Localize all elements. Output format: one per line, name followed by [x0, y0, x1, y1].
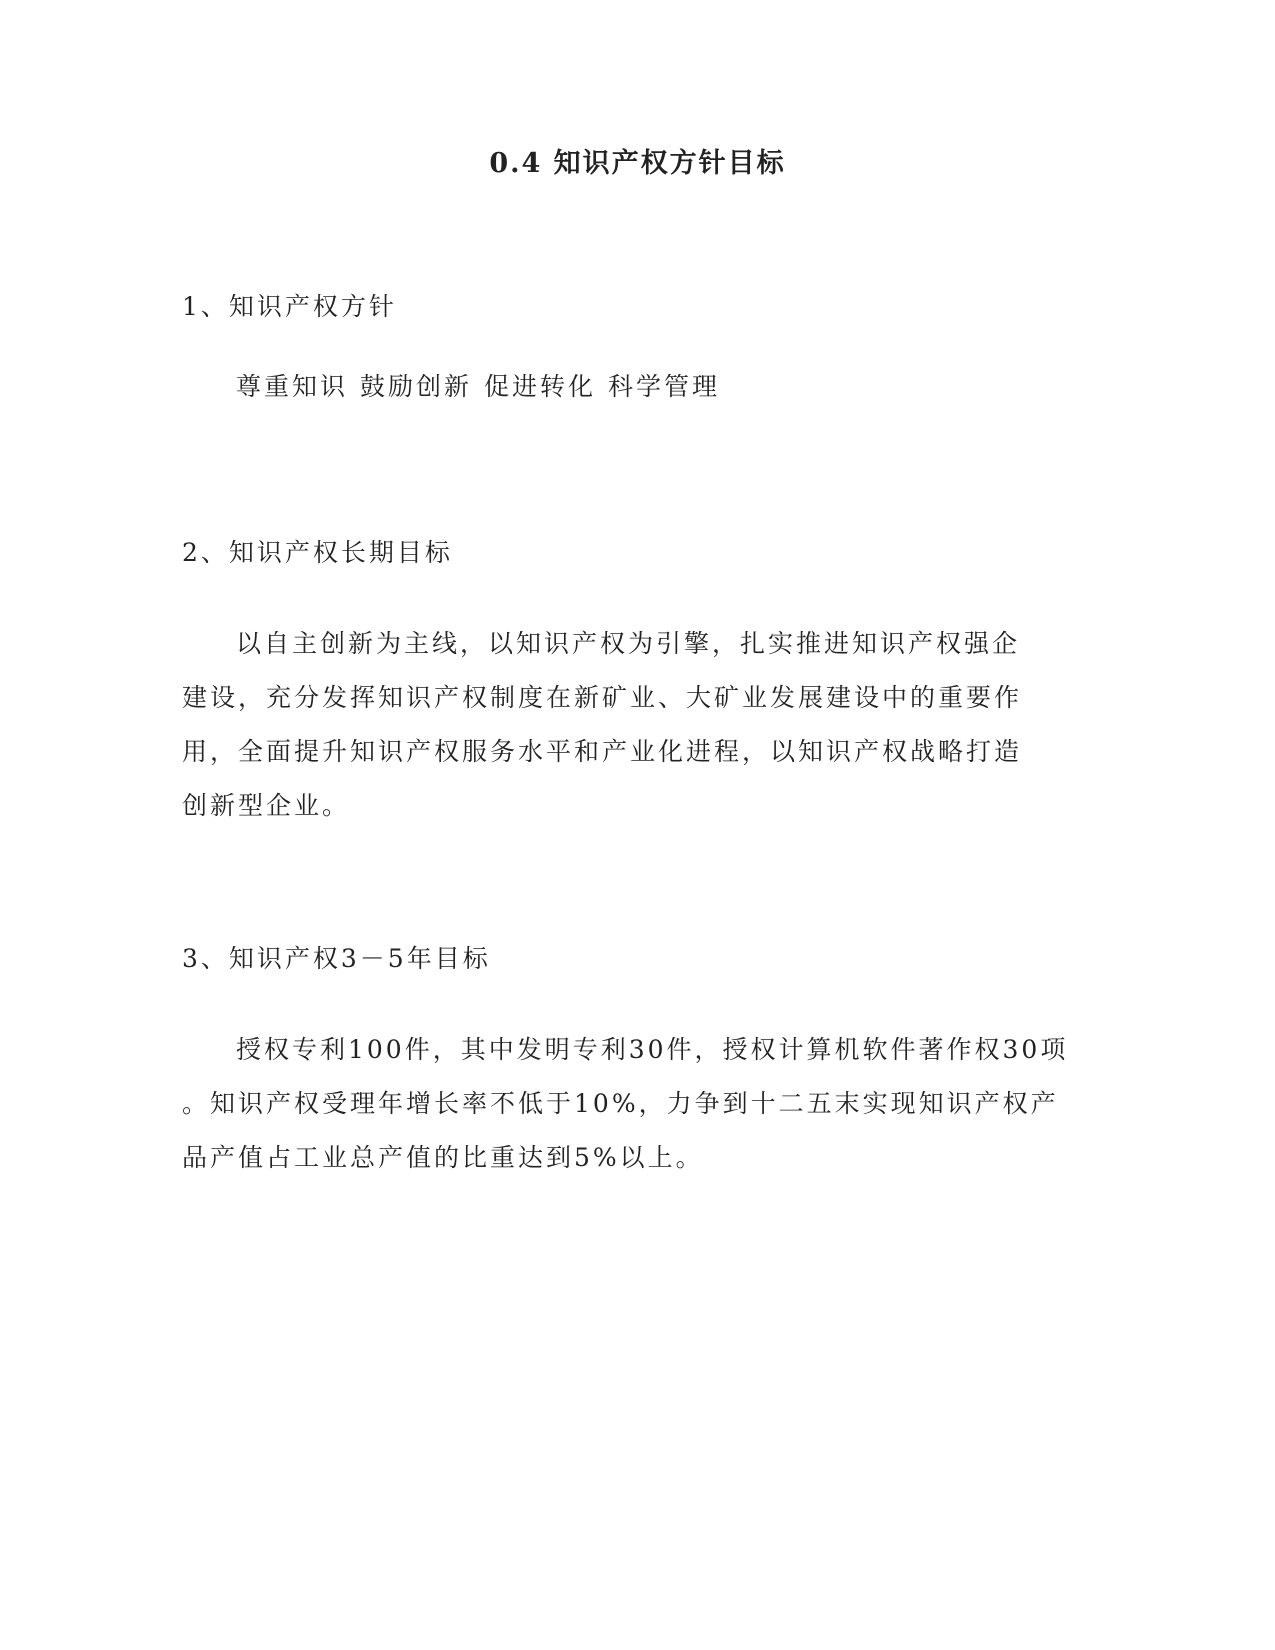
section-3-heading: 3、知识产权3－5年目标: [182, 944, 491, 973]
section-3-paragraph: [182, 1023, 1069, 1185]
page-title: 0.4 知识产权方针目标: [489, 148, 786, 179]
motto-item-4: 科学管理: [608, 372, 721, 401]
section-2-heading: 2、知识产权长期目标: [182, 538, 453, 567]
motto-item-1: 尊重知识: [236, 372, 349, 401]
paragraph-line: 创新型企业。: [182, 791, 351, 820]
paragraph-line: 建设，充分发挥知识产权制度在新矿业、大矿业发展建设中的重要作: [182, 683, 1023, 712]
paragraph-line: 品产值占工业总产值的比重达到5%以上。: [182, 1143, 704, 1172]
paragraph-line: 用，全面提升知识产权服务水平和产业化进程，以知识产权战略打造: [182, 737, 1023, 766]
section-1-heading: 1、知识产权方针: [182, 292, 397, 321]
motto-item-2: 鼓励创新: [360, 372, 473, 401]
motto-item-3: 促进转化: [484, 372, 597, 401]
section-2-paragraph: [182, 617, 1052, 833]
paragraph-line: 以自主创新为主线，以知识产权为引擎，扎实推进知识产权强企: [236, 629, 1021, 658]
paragraph-line: 。知识产权受理年增长率不低于10%，力争到十二五末实现知识产权产: [182, 1089, 1059, 1118]
paragraph-line: 授权专利100件，其中发明专利30件，授权计算机软件著作权30项: [236, 1035, 1069, 1064]
policy-motto: [236, 370, 1106, 404]
